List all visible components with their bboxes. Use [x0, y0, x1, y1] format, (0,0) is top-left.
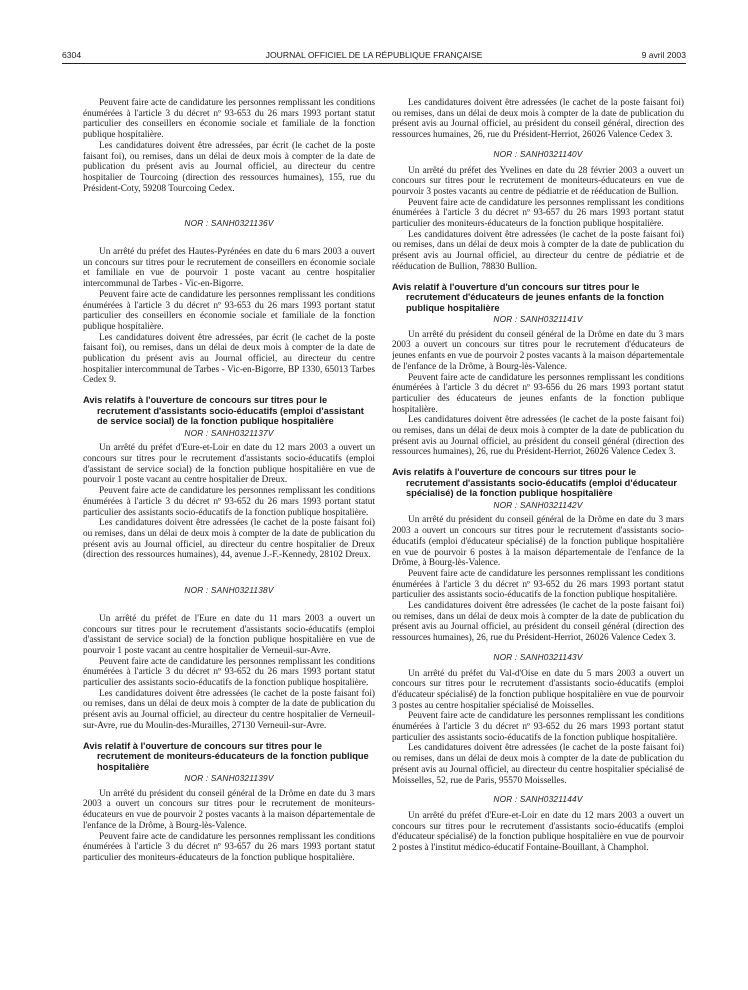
spacer: [83, 235, 375, 247]
section-title-line2: recrutement d'assistants socio-éducatifs (emploi d'éducateur spécialisé) de la fonction publique hospitalière: [406, 477, 678, 499]
paragraph: Les candidatures doivent être adressées (le cachet de la poste faisant foi) ou remises, dans un délai de deux mois à compter de la date de publication du présent avis au Journal officiel, au président du conseil général, direction des ressources humaines, 26, rue du Président-Herriot, 26026 Valence Cedex 3.: [392, 98, 684, 141]
section-title: [83, 741, 375, 773]
section-title: [392, 467, 684, 499]
paragraph: Un arrêté du préfet du Val-d'Oise en date du 5 mars 2003 a ouvert un concours sur titres pour le recrutement d'assistants socio-éducatifs (emploi d'éducateur spécialisé) de la fonction publique hospitalière en vue de pourvoir 3 postes au centre hospitalier spécialisé de Moisselles.: [392, 668, 684, 711]
paragraph: Les candidatures doivent être adressées (le cachet de la poste faisant foi) ou remises, dans un délai de deux mois à compter de la date de publication du présent avis au Journal officiel, au président du conseil général (direction des ressources humaines), 26, rue du Président-Herriot, 26026 Valence Cedex 3.: [392, 415, 684, 458]
nor-reference: NOR : SANH0321144V: [493, 794, 583, 805]
paragraph: Les candidatures doivent être adressées, par écrit (le cachet de la poste faisant foi), ou remises, dans un délai de deux mois à compter de la date de publication du présent avis au Journal officiel, au directeur du centre hospitalier de Tourcoing (direction des ressources humaines), 155, rue du Président-Coty, 59208 Tourcoing Cedex.: [83, 140, 375, 194]
section-title-line1: Avis relatifs à l'ouverture de concours sur titres pour le: [392, 467, 637, 478]
section-title-line2: recrutement de moniteurs-éducateurs de la fonction publique hospitalière: [97, 751, 369, 772]
paragraph: Un arrêté du préfet des Hautes-Pyrénées en date du 6 mars 2003 a ouvert un concours sur titres pour le recrutement de conseillers en économie sociale et familiale en vue de pourvoir 1 poste vacant au centre hospitalier intercommunal de Tarbes - Vic-en-Bigorre.: [83, 247, 375, 290]
paragraph: Peuvent faire acte de candidature les personnes remplissant les conditions énumérées à l'article 3 du décret nº 93-657 du 26 mars 1993 portant statut particulier des moniteurs-éducateurs de la fonction publique hospitalière.: [392, 197, 684, 230]
nor-reference: NOR : SANH0321139V: [184, 773, 274, 784]
paragraph: Peuvent faire acte de candidature les personnes remplissant les conditions énumérées à l'article 3 du décret nº 93-657 du 26 mars 1993 portant statut particulier des moniteurs-éducateurs de la fonction publique hospitalière.: [83, 831, 375, 863]
paragraph: Les candidatures doivent être adressées (le cachet de la poste faisant foi) ou remises, dans un délai de deux mois à compter de la date de publication du présent avis au Journal officiel, au directeur du centre hospitalier de Verneuil-sur-Avre, rue du Moulin-des-Murailles, 27130 Verneuil-sur-Avre.: [83, 688, 375, 731]
paragraph: Un arrêté du préfet d'Eure-et-Loir en date du 12 mars 2003 a ouvert un concours sur titres pour le recrutement d'assistants socio-éducatifs (emploi d'éducateur spécialisé) de la fonction publique hospitalière en vue de pourvoir 2 postes à l'institut médico-éducatif Fontaine-Bouillant, à Champhol.: [392, 810, 684, 854]
section-title-line2: recrutement d'assistants socio-éducatifs (emploi d'assistant de service social) de la fonction publique hospitalière: [97, 405, 364, 427]
paragraph: Un arrêté du préfet d'Eure-et-Loir en date du 12 mars 2003 a ouvert un concours sur titres pour le recrutement d'assistants socio-éducatifs (emploi d'assistant de service social) de la fonction publique hospitalière en vue de pourvoir 1 poste vacant au centre hospitalier de Dreux.: [83, 443, 375, 486]
paragraph: Un arrêté du président du conseil général de la Drôme en date du 3 mars 2003 a ouvert un concours sur titres pour le recrutement de moniteurs-éducateurs en vue de pourvoir 2 postes vacants à la maison départementale de l'enfance de la Drôme, à Bourg-lès-Valence.: [83, 788, 375, 831]
paragraph: Les candidatures doivent être adressées (le cachet de la poste faisant foi) ou remises, dans un délai de deux mois à compter de la date de publication du présent avis au Journal officiel, au directeur du centre de pédiatrie et de rééducation de Bullion, 78830 Bullion.: [392, 229, 684, 272]
paragraph: Les candidatures doivent être adressées (le cachet de la poste faisant foi) ou remises, dans un délai de deux mois à compter de la date de publication du présent avis au Journal officiel, au président du conseil général (direction des ressources humaines), 26, rue du Président-Herriot, 26026 Valence Cedex 3.: [392, 601, 684, 644]
section-title-line1: Avis relatif à l'ouverture d'un concours sur titres pour le: [392, 281, 640, 292]
paragraph: Un arrêté du préfet des Yvelines en date du 28 février 2003 a ouvert un concours sur titres pour le recrutement de moniteurs-éducateurs en vue de pourvoir 3 postes vacants au centre de pédiatrie et de rééducation de Bullion.: [392, 165, 684, 197]
paragraph: Peuvent faire acte de candidature les personnes remplissant les conditions énumérées à l'article 3 du décret nº 93-653 du 26 mars 1993 portant statut particulier des conseillers en économie sociale et familiale de la fonction publique hospitalière.: [83, 289, 375, 332]
paragraph: Les candidatures doivent être adressées (le cachet de la poste faisant foi) ou remises, dans un délai de deux mois à compter de la date de publication du présent avis au Journal officiel, au directeur du centre hospitalier spécialisé de Moisselles, 52, rue de Paris, 95570 Moisselles.: [392, 743, 684, 786]
section-title-line1: Avis relatif à l'ouverture de concours sur titres pour le: [83, 740, 323, 751]
section-title: [392, 282, 684, 314]
spacer: [83, 602, 375, 614]
paragraph: Peuvent faire acte de candidature les personnes remplissant les conditions énumérées à l'article 3 du décret nº 93-652 du 26 mars 1993 portant statut particulier des assistants socio-éducatifs de la fonction publique hospitalière.: [83, 486, 375, 518]
nor-reference: NOR : SANH0321141V: [493, 314, 583, 325]
paragraph: Les candidatures doivent être adressées, par écrit (le cachet de la poste faisant foi), ou remises, dans un délai de deux mois à compter de la date de publication du présent avis au Journal officiel, au directeur du centre hospitalier intercommunal de Tarbes - Vic-en-Bigorre, BP 1330, 65013 Tarbes Cedex 9.: [83, 332, 375, 386]
paragraph: Un arrêté du président du conseil général de la Drôme en date du 3 mars 2003 a ouvert un concours sur titres pour le recrutement d'assistants socio-éducatifs (emploi d'éducateur spécialisé) de la fonction publique hospitalière en vue de pourvoir 6 postes à la maison départementale de l'enfance de la Drôme, à Bourg-lès-Valence.: [392, 515, 684, 569]
nor-reference: NOR : SANH0321136V: [184, 218, 274, 229]
paragraph: Peuvent faire acte de candidature les personnes remplissant les conditions énumérées à l'article 3 du décret nº 93-652 du 26 mars 1993 portant statut particulier des assistants socio-éducatifs de la fonction publique hospitalière.: [392, 711, 684, 743]
section-title-line2: recrutement d'éducateurs de jeunes enfants de la fonction publique hospitalière: [406, 292, 664, 313]
spacer: [83, 561, 375, 577]
section-title: [83, 395, 375, 427]
nor-reference: NOR : SANH0321142V: [493, 499, 583, 510]
paragraph: Peuvent faire acte de candidature les personnes remplissant les conditions énumérées à l'article 3 du décret nº 93-652 du 26 mars 1993 portant statut particulier des assistants socio-éducatifs de la fonction publique hospitalière.: [83, 656, 375, 689]
nor-reference: NOR : SANH0321138V: [184, 585, 274, 596]
section-title-line1: Avis relatifs à l'ouverture de concours sur titres pour le: [83, 395, 328, 406]
header-rule: [62, 63, 686, 64]
spacer: [83, 194, 375, 210]
paragraph: Un arrêté du président du conseil général de la Drôme en date du 3 mars 2003 a ouvert un concours sur titres pour le recrutement d'éducateurs de jeunes enfants en vue de pourvoir 2 postes vacants à la maison départementale de l'enfance de la Drôme, à Bourg-lès-Valence.: [392, 329, 684, 372]
paragraph: Peuvent faire acte de candidature les personnes remplissant les conditions énumérées à l'article 3 du décret nº 93-653 du 26 mars 1993 portant statut particulier des conseillers en économie sociale et familiale de la fonction publique hospitalière.: [83, 98, 375, 141]
journal-title: JOURNAL OFFICIEL DE LA RÉPUBLIQUE FRANÇAISE: [265, 50, 483, 60]
paragraph: Les candidatures doivent être adressées (le cachet de la poste faisant foi) ou remises, dans un délai de deux mois à compter de la date de publication du présent avis au Journal officiel, au directeur du centre hospitalier de Dreux (direction des ressources humaines), 44, avenue J.-F.-Kennedy, 28102 Dreux.: [83, 518, 375, 561]
paragraph: Un arrêté du préfet de l'Eure en date du 11 mars 2003 a ouvert un concours sur titres pour le recrutement d'assistants socio-éducatifs (emploi d'assistant de service social) de la fonction publique hospitalière en vue de pourvoir 1 poste vacant au centre hospitalier de Verneuil-sur-Avre.: [83, 613, 375, 656]
nor-reference: NOR : SANH0321140V: [493, 148, 583, 159]
nor-reference: NOR : SANH0321137V: [184, 427, 274, 438]
left-column: [83, 98, 375, 974]
nor-reference: NOR : SANH0321143V: [493, 651, 583, 662]
right-column: [392, 98, 684, 974]
paragraph: Peuvent faire acte de candidature les personnes remplissant les conditions énumérées à l'article 3 du décret nº 93-656 du 26 mars 1993 portant statut particulier des éducateurs de jeunes enfants de la fonction publique hospitalière.: [392, 372, 684, 415]
paragraph: Peuvent faire acte de candidature les personnes remplissant les conditions énumérées à l'article 3 du décret nº 93-652 du 26 mars 1993 portant statut particulier des assistants socio-éducatifs de la fonction publique hospitalière.: [392, 568, 684, 601]
issue-date: 9 avril 2003: [641, 50, 686, 60]
page-number: 6304: [62, 50, 82, 60]
